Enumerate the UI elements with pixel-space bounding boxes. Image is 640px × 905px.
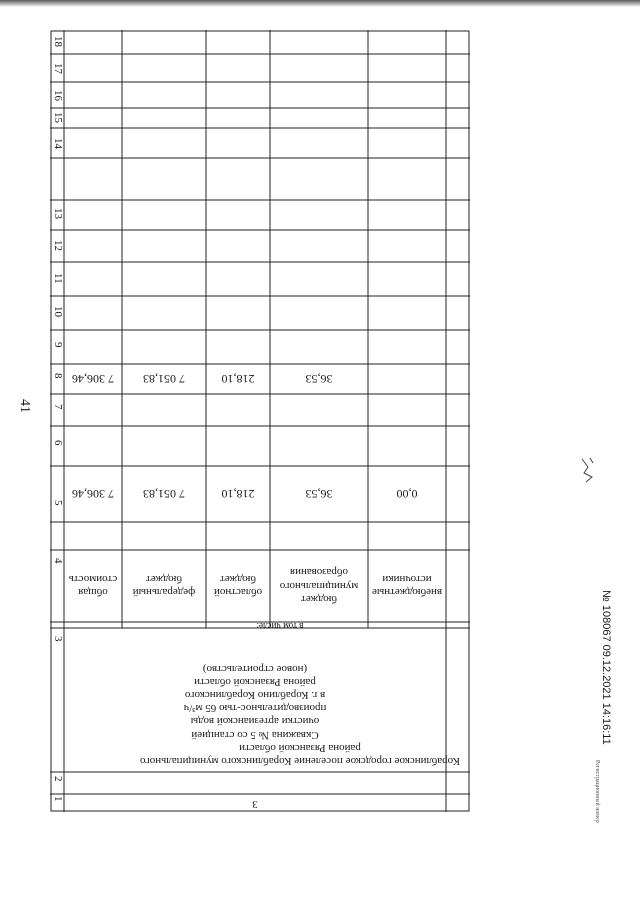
- col-number-2: 2: [52, 776, 64, 782]
- col-number-14: 14: [52, 138, 64, 149]
- row-label-municipal: бюджет муниципального образования: [279, 566, 359, 605]
- col-number-5: 5: [52, 500, 64, 506]
- col-number-6: 6: [52, 440, 64, 446]
- value-extrabudget-col6: 0,00: [396, 487, 418, 502]
- col-number-11: 11: [52, 273, 64, 284]
- row-label-federal: федеральный бюджет: [132, 573, 196, 599]
- including-label: в том числе:: [256, 621, 304, 632]
- scan-top-edge: [0, 0, 640, 7]
- project-description: Скважина № 5 со станцией очистки артезианской воды производительнос-тью 65 м³/ч в г. Кораблино Кораблинского района Рязанской области (новое строительство): [183, 662, 327, 741]
- value-regional-col8: 218,10: [221, 372, 255, 387]
- row-label-regional: областной бюджет: [213, 573, 263, 599]
- col-number-9: 9: [52, 342, 64, 348]
- value-total-col6: 7 306,46: [72, 487, 114, 502]
- col-number-3: 3: [52, 636, 64, 642]
- col-number-10: 10: [52, 306, 64, 317]
- col-number-1: 1: [52, 796, 64, 802]
- page-number: 41: [17, 399, 32, 413]
- col-number-15: 15: [52, 112, 64, 123]
- value-municipal-col8: 36,53: [305, 372, 333, 387]
- col-number-8: 8: [52, 373, 64, 379]
- col-number-4: 4: [52, 558, 64, 564]
- registry-mark: Регистрационный номер: [594, 760, 600, 823]
- value-total-col8: 7 306,46: [72, 372, 114, 387]
- row-index: 3: [252, 797, 258, 810]
- registration-stamp: № 108067 09.12.2021 14:16:11: [600, 590, 612, 745]
- value-federal-col6: 7 051,83: [143, 487, 185, 502]
- col-number-7: 7: [52, 404, 64, 410]
- handwritten-mark: [578, 455, 598, 485]
- owner-cell: Кораблинское городское поселение Кораблинского муниципального района Рязанской области: [140, 742, 460, 768]
- row-label-total: общая стоимость: [68, 573, 118, 599]
- value-federal-col8: 7 051,83: [143, 372, 185, 387]
- value-municipal-col6: 36,53: [305, 487, 333, 502]
- value-regional-col6: 218,10: [221, 487, 255, 502]
- col-number-13: 13: [52, 208, 64, 219]
- budget-table: [50, 30, 470, 812]
- col-number-12: 12: [52, 240, 64, 251]
- col-number-16: 16: [52, 90, 64, 101]
- col-number-18: 18: [52, 36, 64, 47]
- row-label-extrabudget: внебюджетные источники: [371, 573, 443, 599]
- col-number-17: 17: [52, 63, 64, 74]
